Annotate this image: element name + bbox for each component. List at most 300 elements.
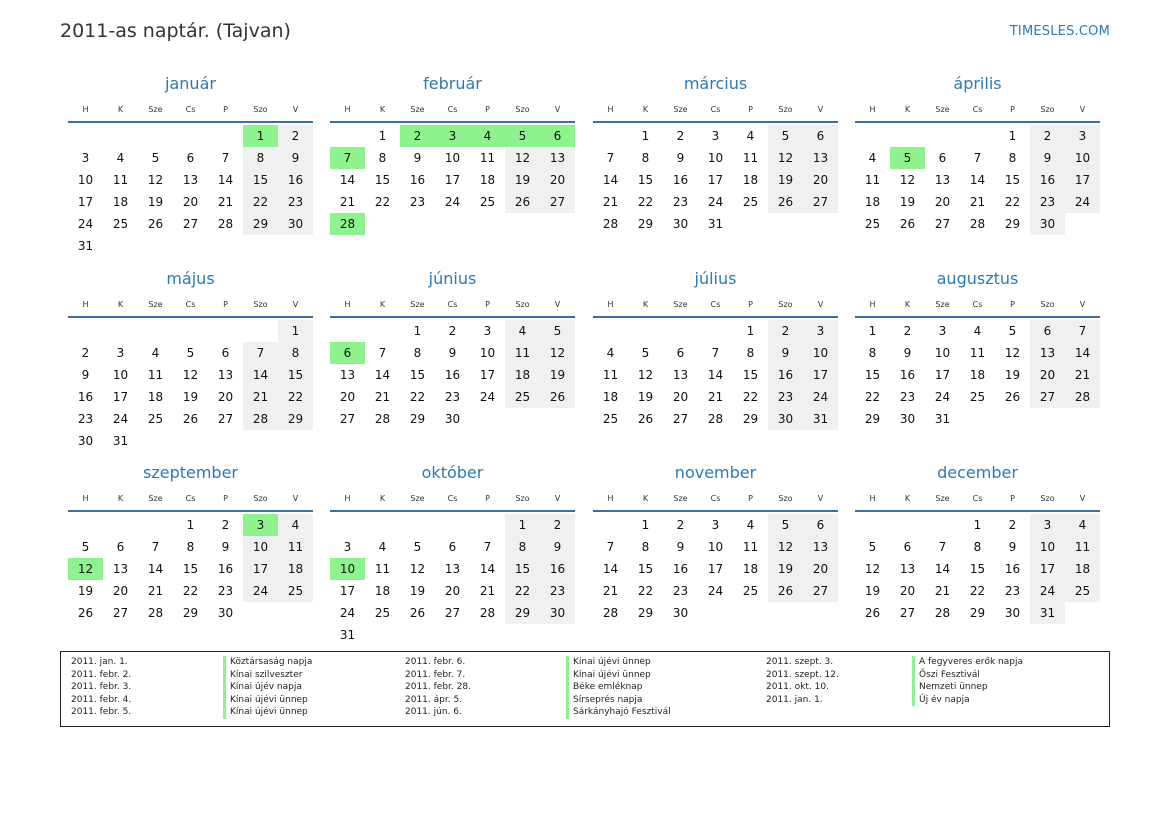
day-cell: 26 [768,191,803,213]
weekday-header [593,102,838,118]
day-cell: 29 [742,412,759,426]
day-cell: 19 [505,169,540,191]
day-cell: 3 [343,540,352,554]
day-cell: 13 [803,147,838,169]
day-cell: 1 [1008,129,1017,143]
day-cell: 29 [243,213,278,235]
weekday-label: Sze [148,494,163,503]
day-cell: 16 [672,173,689,187]
day-cell: 12 [1004,346,1021,360]
day-cell: 15 [637,562,654,576]
day-cell: 4 [505,320,540,342]
empty-cell [103,320,138,342]
day-cell: 20 [217,390,234,404]
day-cell: 12 [540,342,575,364]
day-cell: 23 [444,390,461,404]
day-cell: 2 [540,514,575,536]
weekday-label: Szo [778,494,793,503]
day-cell: 26 [147,217,164,231]
day-cell: 15 [182,562,199,576]
empty-cell [138,125,173,147]
weekday-header [855,491,1100,507]
weekday-label: V [1079,300,1086,309]
day-grid [593,320,838,430]
day-cell: 4 [746,129,755,143]
day-cell: 25 [147,412,164,426]
day-cell: 10 [707,540,724,554]
day-cell: 27 [672,412,689,426]
day-cell: 22 [969,584,986,598]
legend-date: 2011. febr. 4. [71,694,132,705]
day-cell: 10 [243,536,278,558]
month-title: április [953,74,1002,93]
day-cell: 11 [278,536,313,558]
month-divider [855,121,1100,123]
weekday-label: Szo [1040,105,1055,114]
day-cell: 19 [637,390,654,404]
day-grid [855,514,1100,624]
day-cell: 9 [676,540,685,554]
day-cell: 22 [182,584,199,598]
holiday-day-cell: 2 [400,125,435,147]
day-cell: 7 [606,540,615,554]
empty-cell [925,514,960,536]
day-cell: 19 [768,169,803,191]
day-cell: 25 [1065,580,1100,602]
day-cell: 20 [899,584,916,598]
day-cell: 16 [768,364,803,386]
weekday-label: P [748,105,753,114]
month-title: november [674,463,757,482]
legend-date: 2011. febr. 5. [71,707,132,718]
month-title: július [694,269,737,288]
weekday-label: Cs [972,494,983,503]
day-cell: 4 [151,346,160,360]
day-cell: 24 [1030,580,1065,602]
day-cell: 28 [217,217,234,231]
day-cell: 11 [374,562,391,576]
day-cell: 29 [637,217,654,231]
day-cell: 8 [868,346,877,360]
day-cell: 13 [444,562,461,576]
month-title: szeptember [142,463,238,482]
day-cell: 2 [448,324,457,338]
day-grid [855,125,1100,235]
day-cell: 11 [742,540,759,554]
day-cell: 23 [278,191,313,213]
legend-date-column [405,656,471,719]
day-cell: 25 [742,584,759,598]
day-cell: 31 [112,434,129,448]
day-cell: 16 [217,562,234,576]
day-cell: 21 [934,584,951,598]
day-cell: 22 [374,195,391,209]
weekday-label: P [223,105,228,114]
empty-cell [890,125,925,147]
legend-date: 2011. febr. 7. [405,669,466,680]
day-cell: 6 [116,540,125,554]
day-cell: 26 [77,606,94,620]
day-cell: 19 [147,195,164,209]
weekday-label: K [117,105,124,114]
day-cell: 11 [602,368,619,382]
weekday-label: Cs [710,494,721,503]
weekday-header [855,297,1100,313]
day-grid [330,514,575,646]
day-cell: 27 [444,606,461,620]
holiday-day-cell: 5 [505,125,540,147]
day-cell: 12 [637,368,654,382]
weekday-label: Cs [185,105,196,114]
day-cell: 9 [81,368,90,382]
day-cell: 8 [641,151,650,165]
day-cell: 13 [339,368,356,382]
empty-cell [243,320,278,342]
weekday-label: H [344,105,351,114]
month-title: december [937,463,1018,482]
weekday-label: K [379,105,386,114]
legend-holiday-name: Sírseprés napja [566,694,671,707]
day-cell: 27 [899,606,916,620]
day-cell: 5 [868,540,877,554]
day-cell: 24 [77,217,94,231]
holiday-day-cell: 3 [243,514,278,536]
weekday-label: H [607,105,614,114]
day-cell: 29 [969,606,986,620]
month-title: március [683,74,748,93]
day-cell: 21 [147,584,164,598]
day-cell: 10 [77,173,94,187]
legend-name-column [223,656,312,719]
weekday-label: V [554,105,561,114]
day-cell: 5 [186,346,195,360]
day-cell: 5 [768,514,803,536]
day-cell: 5 [641,346,650,360]
day-cell: 16 [1030,169,1065,191]
day-cell: 25 [969,390,986,404]
weekday-header [593,491,838,507]
weekday-label: V [1079,494,1086,503]
day-cell: 30 [540,602,575,624]
day-cell: 9 [1008,540,1017,554]
day-cell: 5 [81,540,90,554]
weekday-label: P [485,494,490,503]
weekday-label: H [82,300,89,309]
day-cell: 8 [1008,151,1017,165]
day-cell: 18 [147,390,164,404]
day-cell: 11 [864,173,881,187]
day-cell: 13 [540,147,575,169]
day-cell: 20 [540,169,575,191]
day-cell: 1 [505,514,540,536]
day-cell: 10 [1030,536,1065,558]
legend-holiday-name: Kínai szilveszter [223,669,312,682]
day-cell: 17 [707,562,724,576]
day-cell: 17 [934,368,951,382]
day-cell: 26 [540,386,575,408]
legend-date: 2011. febr. 2. [71,669,132,680]
weekday-label: H [344,494,351,503]
month-szeptember [68,461,313,624]
weekday-label: V [292,494,299,503]
day-cell: 23 [1030,191,1065,213]
day-cell: 24 [339,606,356,620]
weekday-label: Sze [410,300,425,309]
holiday-day-cell: 12 [68,558,103,580]
weekday-label: V [817,105,824,114]
weekday-label: Szo [253,494,268,503]
day-cell: 6 [221,346,230,360]
empty-cell [890,514,925,536]
day-cell: 25 [278,580,313,602]
month-december [855,461,1100,624]
weekday-label: V [554,300,561,309]
day-cell: 14 [1065,342,1100,364]
month-divider [68,316,313,318]
weekday-label: P [485,105,490,114]
day-cell: 12 [147,173,164,187]
month-október [330,461,575,646]
legend-holiday-name: Béke emléknap [566,681,671,694]
day-grid [593,514,838,624]
legend-holiday-name: Kínai újévi ünnep [223,694,312,707]
day-cell: 20 [672,390,689,404]
day-cell: 21 [243,386,278,408]
legend-date-column [71,656,131,719]
weekday-label: Cs [972,105,983,114]
weekday-label: Sze [148,105,163,114]
day-cell: 27 [934,217,951,231]
day-cell: 8 [505,536,540,558]
day-cell: 19 [540,364,575,386]
day-cell: 3 [711,129,720,143]
day-cell: 8 [278,342,313,364]
day-cell: 8 [973,540,982,554]
weekday-label: H [869,494,876,503]
day-cell: 5 [540,320,575,342]
day-cell: 20 [444,584,461,598]
day-cell: 18 [278,558,313,580]
day-cell: 3 [938,324,947,338]
day-cell: 27 [803,191,838,213]
day-cell: 30 [444,412,461,426]
day-cell: 27 [1030,386,1065,408]
day-cell: 23 [217,584,234,598]
day-cell: 28 [374,412,391,426]
day-cell: 20 [339,390,356,404]
weekday-label: V [817,300,824,309]
weekday-label: P [485,300,490,309]
holiday-day-cell: 1 [243,125,278,147]
month-január [68,72,313,257]
day-cell: 10 [1065,147,1100,169]
day-cell: 4 [378,540,387,554]
day-cell: 15 [505,558,540,580]
day-cell: 18 [479,173,496,187]
day-cell: 18 [112,195,129,209]
weekday-label: Szo [515,105,530,114]
day-cell: 15 [243,169,278,191]
weekday-label: Cs [710,105,721,114]
day-cell: 30 [672,217,689,231]
weekday-label: H [607,494,614,503]
day-cell: 4 [278,514,313,536]
day-cell: 25 [864,217,881,231]
weekday-label: Szo [253,105,268,114]
day-cell: 3 [483,324,492,338]
weekday-label: P [223,300,228,309]
day-cell: 23 [672,584,689,598]
weekday-label: Sze [673,494,688,503]
day-cell: 24 [479,390,496,404]
day-cell: 19 [1004,368,1021,382]
day-cell: 7 [483,540,492,554]
day-cell: 11 [1065,536,1100,558]
day-cell: 22 [1004,195,1021,209]
day-cell: 21 [602,584,619,598]
legend-date: 2011. febr. 28. [405,682,471,693]
day-cell: 13 [112,562,129,576]
day-cell: 6 [938,151,947,165]
day-cell: 30 [1004,606,1021,620]
weekday-label: Szo [1040,300,1055,309]
day-cell: 28 [479,606,496,620]
day-cell: 18 [864,195,881,209]
weekday-label: Sze [410,494,425,503]
weekday-label: Cs [185,300,196,309]
weekday-label: Sze [935,300,950,309]
day-cell: 21 [1065,364,1100,386]
day-cell: 6 [803,125,838,147]
empty-cell [330,125,365,147]
day-cell: 14 [479,562,496,576]
day-cell: 18 [742,173,759,187]
day-cell: 18 [374,584,391,598]
day-cell: 10 [934,346,951,360]
day-cell: 14 [602,562,619,576]
day-cell: 22 [742,390,759,404]
day-cell: 27 [540,191,575,213]
day-cell: 30 [77,434,94,448]
empty-cell [435,514,470,536]
day-cell: 22 [505,580,540,602]
weekday-header [593,297,838,313]
day-cell: 3 [1030,514,1065,536]
day-cell: 5 [413,540,422,554]
day-cell: 23 [672,195,689,209]
day-cell: 6 [448,540,457,554]
day-cell: 8 [378,151,387,165]
legend-date: 2011. febr. 3. [71,682,132,693]
day-cell: 26 [505,191,540,213]
day-grid [593,125,838,235]
day-cell: 17 [803,364,838,386]
holiday-day-cell: 7 [330,147,365,169]
day-cell: 16 [1004,562,1021,576]
day-cell: 21 [217,195,234,209]
day-cell: 22 [278,386,313,408]
month-divider [68,121,313,123]
day-cell: 2 [768,320,803,342]
day-cell: 12 [182,368,199,382]
day-cell: 9 [768,342,803,364]
day-cell: 31 [77,239,94,253]
weekday-header [330,297,575,313]
day-cell: 6 [676,346,685,360]
day-cell: 4 [746,518,755,532]
month-április [855,72,1100,235]
day-grid [855,320,1100,430]
weekday-label: K [904,494,911,503]
day-cell: 16 [444,368,461,382]
day-cell: 15 [742,368,759,382]
day-cell: 2 [81,346,90,360]
month-divider [68,510,313,512]
legend-holiday-name: Kínai újévi ünnep [566,656,671,669]
day-cell: 11 [479,151,496,165]
day-cell: 14 [339,173,356,187]
weekday-label: Szo [1040,494,1055,503]
day-cell: 7 [606,151,615,165]
day-cell: 2 [221,518,230,532]
day-cell: 19 [77,584,94,598]
day-cell: 12 [768,536,803,558]
weekday-label: Sze [673,105,688,114]
page-title: 2011-as naptár. (Tajvan) [60,20,291,42]
month-divider [330,121,575,123]
weekday-header [68,102,313,118]
day-cell: 21 [479,584,496,598]
day-cell: 1 [413,324,422,338]
day-cell: 13 [672,368,689,382]
day-cell: 31 [339,628,356,642]
day-cell: 23 [540,580,575,602]
day-cell: 7 [221,151,230,165]
weekday-label: Szo [778,300,793,309]
day-cell: 11 [505,342,540,364]
day-cell: 19 [409,584,426,598]
weekday-label: H [869,105,876,114]
day-cell: 17 [479,368,496,382]
day-cell: 12 [768,147,803,169]
day-cell: 24 [707,584,724,598]
day-cell: 11 [742,151,759,165]
day-cell: 16 [77,390,94,404]
holiday-day-cell: 5 [890,147,925,169]
day-grid [68,514,313,624]
legend-holiday-name: Sárkányhajó Fesztivál [566,706,671,719]
day-cell: 26 [1004,390,1021,404]
weekday-label: K [642,105,649,114]
weekday-label: K [904,105,911,114]
weekday-label: V [554,494,561,503]
day-cell: 25 [374,606,391,620]
day-cell: 25 [742,195,759,209]
day-grid [68,320,313,452]
day-cell: 19 [182,390,199,404]
brand-link[interactable]: TIMESLES.COM [1009,24,1110,39]
day-cell: 16 [899,368,916,382]
day-cell: 9 [221,540,230,554]
day-cell: 24 [803,386,838,408]
month-március [593,72,838,235]
day-cell: 17 [77,195,94,209]
day-cell: 18 [505,364,540,386]
empty-cell [628,320,663,342]
empty-cell [138,514,173,536]
day-cell: 9 [540,536,575,558]
day-cell: 16 [409,173,426,187]
